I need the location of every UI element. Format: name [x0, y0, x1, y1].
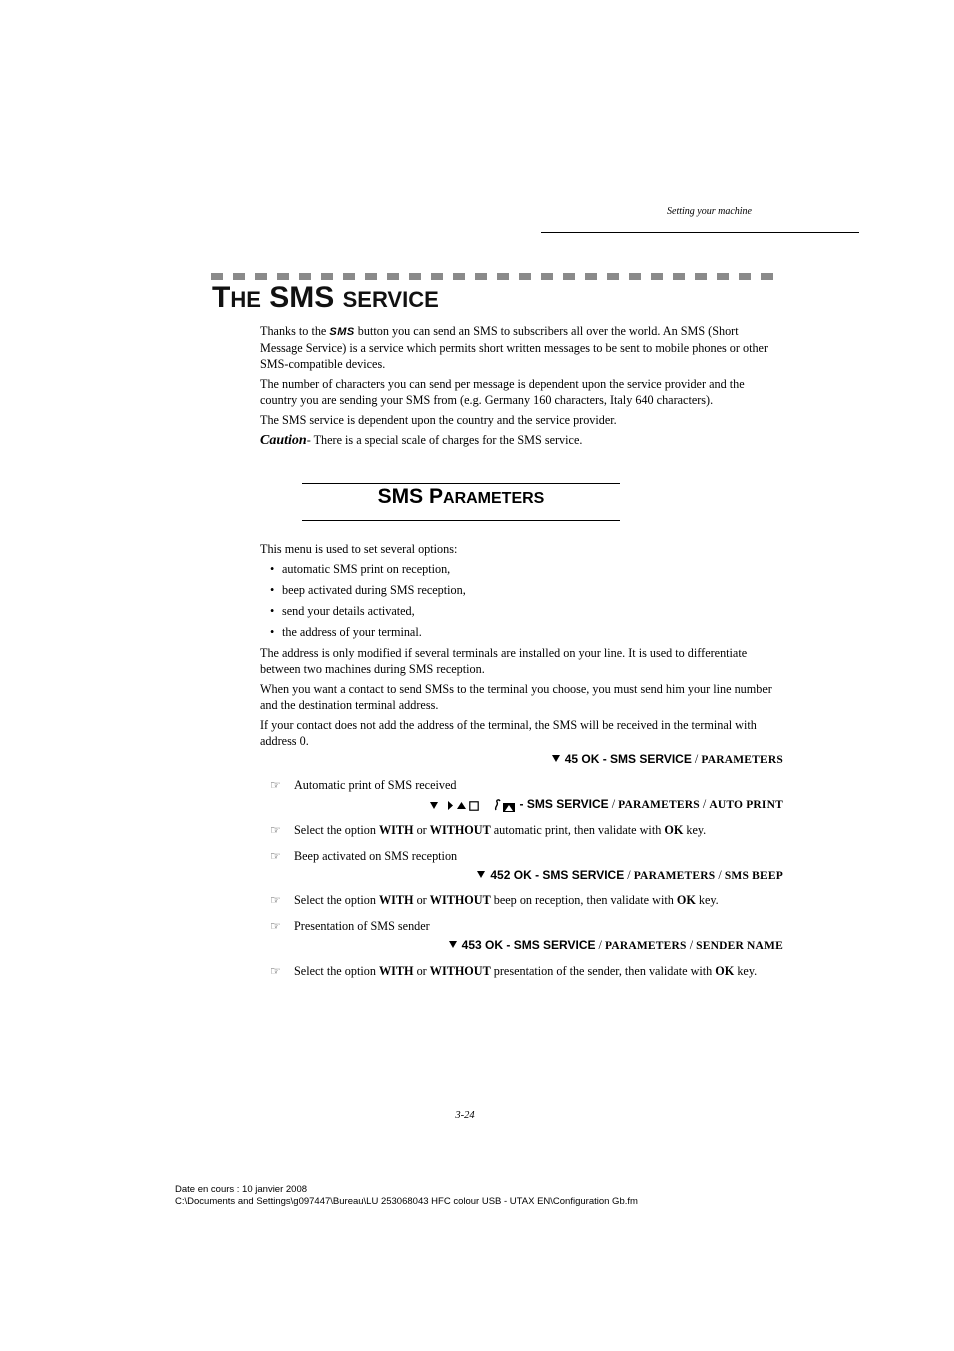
nav-keys [430, 799, 517, 812]
caution-label: Caution [260, 433, 307, 448]
intro-text [260, 323, 783, 453]
select-suffix: beep on reception, then validate with [493, 893, 674, 907]
step-sender [270, 918, 783, 934]
ok-key-label: OK [676, 893, 696, 907]
sms-key-label: SMS [329, 326, 355, 338]
caution-text: - There is a special scale of charges for the SMS service. [306, 433, 583, 447]
step-auto-print [270, 777, 783, 793]
default-address-paragraph: If your contact does not add the address of the terminal, the SMS will be received in the terminal with address 0. [260, 718, 757, 748]
ok-key-label: OK [715, 964, 735, 978]
menu-path-tail: PARAMETERS [701, 754, 783, 766]
chapter-title-he: HE [230, 287, 261, 312]
menu-path-code: 452 OK - SMS SERVICE [490, 868, 625, 882]
menu-path-mid: PARAMETERS [604, 940, 687, 952]
select-prefix: Select the option [294, 893, 376, 907]
chapter-title [212, 280, 439, 318]
select-prefix: Select the option [294, 823, 376, 837]
section-title-p: P [429, 485, 444, 508]
menu-path-tail: AUTO PRINT [709, 799, 783, 811]
chapter-title-rest: SERVICE [342, 287, 439, 312]
contact-paragraph: When you want a contact to send SMSs to the terminal you choose, you must send him your line number and the destination terminal address. [260, 682, 772, 712]
intro-paragraph-2: The number of characters you can send per message is dependent upon the service provider and the country you are sending your SMS from (e.g. Germany 160 characters, Italy 640 characters). [260, 377, 745, 407]
select-suffix: automatic print, then validate with [493, 823, 662, 837]
menu-path-mid: PARAMETERS [618, 799, 700, 811]
section-title-rest: ARAMETERS [443, 490, 545, 507]
menu-path-main [300, 751, 783, 768]
step-title: Presentation of SMS sender [294, 919, 430, 933]
step-beep [270, 848, 783, 864]
menu-path-sep: / [611, 797, 616, 811]
step-auto-print-select [270, 822, 783, 838]
menu-path-sep: / [627, 868, 631, 882]
menu-path-tail: SENDER NAME [696, 940, 783, 952]
step-sender-select [270, 963, 783, 979]
intro-p1-after: button you can send an SMS to subscribers all over the world. An SMS (Short Message Service) is a service which permits short written messages to be sent to mobile phones or other SMS-compatible devices. [260, 324, 769, 371]
menu-path-sep: / [689, 938, 694, 952]
menu-path-mid: PARAMETERS [633, 870, 716, 882]
ok-key-label: OK [664, 823, 684, 837]
list-item: • automatic SMS print on reception, [260, 561, 783, 582]
option-with: WITH [378, 893, 414, 907]
key-word: key. [686, 823, 707, 837]
address-paragraph: The address is only modified if several terminals are installed on your line. It is used to differentiate between two machines during SMS reception. [260, 646, 748, 676]
contrast-key-icon [493, 799, 517, 812]
option-with: WITH [378, 823, 414, 837]
menu-path-sender [300, 937, 783, 954]
running-header: Setting your machine [667, 206, 752, 217]
arrow-down-icon [477, 871, 485, 878]
hand-pointer-icon: ☞ [270, 823, 281, 837]
arrow-right-icon [447, 801, 454, 810]
hand-pointer-icon: ☞ [270, 893, 281, 907]
header-rule [541, 232, 859, 233]
arrow-down-icon [449, 941, 457, 948]
step-title: Beep activated on SMS reception [294, 849, 458, 863]
menu-path-code: 453 OK - SMS SERVICE [461, 938, 596, 952]
list-item: • beep activated during SMS reception, [260, 582, 783, 603]
menu-path-tail: SMS BEEP [724, 870, 783, 882]
arrow-up-icon [457, 802, 466, 809]
square-key-icon [469, 801, 479, 811]
page-number: 3-24 [455, 1110, 475, 1121]
menu-path-code: 45 OK - SMS SERVICE [564, 752, 692, 766]
select-suffix: presentation of the sender, then validate with [493, 964, 713, 978]
section-body [260, 541, 783, 753]
options-list [260, 561, 783, 645]
option-without: WITHOUT [429, 823, 491, 837]
intro-paragraph-3: The SMS service is dependent upon the country and the service provider. [260, 413, 617, 427]
arrow-down-icon [430, 802, 438, 809]
section-rule-bottom [302, 520, 620, 521]
option-or: or [416, 964, 427, 978]
option-or: or [416, 823, 427, 837]
dashed-divider [211, 273, 783, 280]
key-word: key. [737, 964, 758, 978]
date-line: Date en cours : 10 janvier 2008 [175, 1184, 308, 1195]
chapter-title-initial: T [212, 281, 231, 314]
section-intro: This menu is used to set several options: [260, 542, 458, 556]
document-meta [175, 1184, 638, 1208]
intro-paragraph-1 [260, 323, 783, 372]
option-without: WITHOUT [429, 964, 491, 978]
arrow-down-icon [552, 755, 560, 762]
section-title-sms: SMS [377, 485, 424, 508]
hand-pointer-icon: ☞ [270, 849, 281, 863]
list-item: • send your details activated, [260, 603, 783, 624]
step-beep-select [270, 892, 783, 908]
caution-note [260, 432, 783, 449]
option-or: or [416, 893, 427, 907]
menu-path-auto-print [300, 796, 783, 813]
key-word: key. [698, 893, 719, 907]
section-title [302, 482, 620, 514]
menu-path-sep: / [694, 752, 699, 766]
hand-pointer-icon: ☞ [270, 919, 281, 933]
menu-path-sep: / [718, 868, 722, 882]
option-with: WITH [378, 964, 414, 978]
menu-path-beep [300, 867, 783, 884]
menu-path-sep: / [598, 938, 602, 952]
hand-pointer-icon: ☞ [270, 964, 281, 978]
file-path-line: C:\Documents and Settings\g097447\Bureau\LU 253068043 HFC colour USB - UTAX EN\Configuration Gb.fm [175, 1196, 638, 1207]
menu-path-sep: / [702, 797, 707, 811]
menu-path-code: - SMS SERVICE [519, 797, 609, 811]
hand-pointer-icon: ☞ [270, 778, 281, 792]
chapter-title-sms: SMS [269, 281, 335, 314]
select-prefix: Select the option [294, 964, 376, 978]
list-item: • the address of your terminal. [260, 624, 783, 645]
intro-p1-before: Thanks to the [260, 324, 327, 338]
option-without: WITHOUT [429, 893, 491, 907]
step-title: Automatic print of SMS received [294, 778, 457, 792]
